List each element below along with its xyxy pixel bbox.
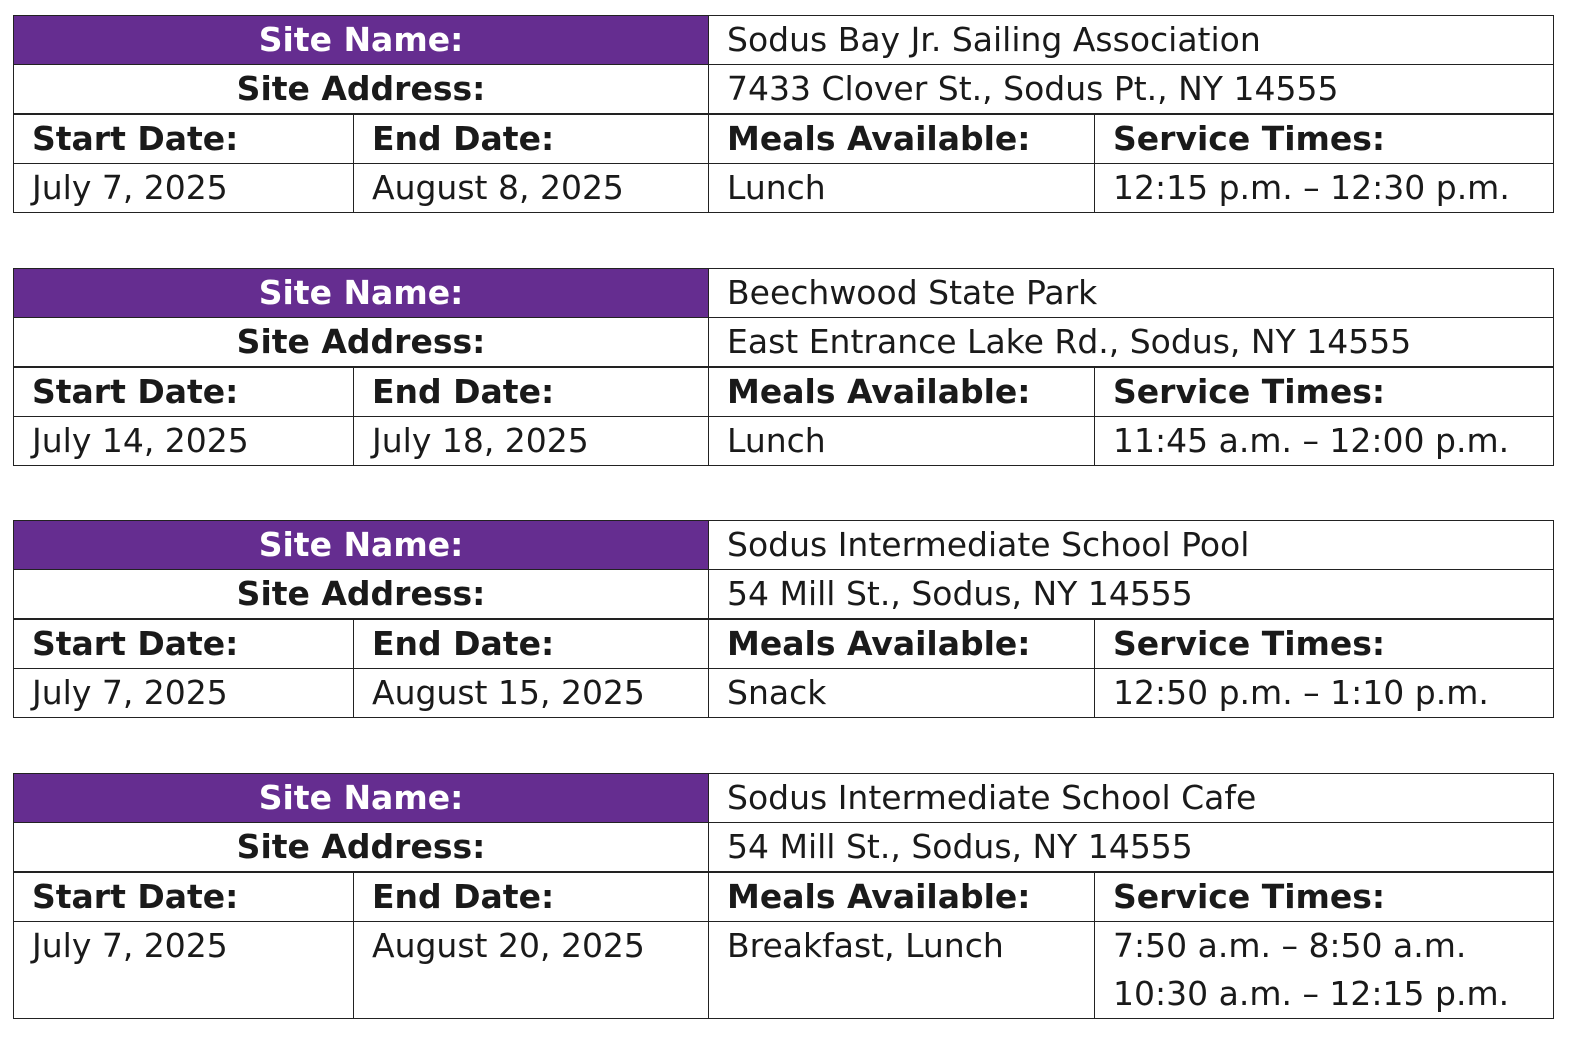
- end-date-label: End Date:: [354, 114, 709, 164]
- schedule-row: [14, 669, 1554, 718]
- schedule-row: [14, 164, 1554, 213]
- service-times-label: Service Times:: [1095, 619, 1554, 669]
- site-name-row: [14, 269, 1554, 318]
- start-date-value: July 7, 2025: [14, 922, 354, 1019]
- site-address-row: [14, 570, 1554, 620]
- schedule-row: [14, 922, 1554, 1019]
- site-name-value: Beechwood State Park: [709, 269, 1554, 318]
- service-times-value: [1095, 922, 1554, 1019]
- column-header-row: [14, 114, 1554, 164]
- column-header-row: [14, 367, 1554, 417]
- site-address-label: Site Address:: [14, 65, 709, 115]
- site-address-row: [14, 318, 1554, 368]
- meals-value: Breakfast, Lunch: [709, 922, 1095, 1019]
- meals-value: Snack: [709, 669, 1095, 718]
- site-name-row: [14, 16, 1554, 65]
- start-date-value: July 7, 2025: [14, 669, 354, 718]
- meals-available-label: Meals Available:: [709, 367, 1095, 417]
- service-times-label: Service Times:: [1095, 872, 1554, 922]
- end-date-label: End Date:: [354, 367, 709, 417]
- schedule-row: [14, 417, 1554, 466]
- site-address-value: East Entrance Lake Rd., Sodus, NY 14555: [709, 318, 1554, 368]
- site-address-label: Site Address:: [14, 570, 709, 620]
- meals-available-label: Meals Available:: [709, 872, 1095, 922]
- site-table-4: [13, 773, 1554, 1019]
- site-name-value: Sodus Intermediate School Pool: [709, 521, 1554, 570]
- start-date-label: Start Date:: [14, 114, 354, 164]
- site-address-value: 7433 Clover St., Sodus Pt., NY 14555: [709, 65, 1554, 115]
- site-table-2: [13, 268, 1554, 466]
- end-date-value: July 18, 2025: [354, 417, 709, 466]
- site-name-label: Site Name:: [14, 269, 709, 318]
- end-date-value: August 8, 2025: [354, 164, 709, 213]
- service-times-label: Service Times:: [1095, 114, 1554, 164]
- column-header-row: [14, 619, 1554, 669]
- service-time-value: 12:50 p.m. – 1:10 p.m.: [1095, 669, 1554, 718]
- site-name-label: Site Name:: [14, 774, 709, 823]
- end-date-value: August 15, 2025: [354, 669, 709, 718]
- site-address-label: Site Address:: [14, 823, 709, 873]
- service-time-value: 12:15 p.m. – 12:30 p.m.: [1095, 164, 1554, 213]
- meals-available-label: Meals Available:: [709, 619, 1095, 669]
- meals-value: Lunch: [709, 417, 1095, 466]
- site-address-label: Site Address:: [14, 318, 709, 368]
- site-name-value: Sodus Intermediate School Cafe: [709, 774, 1554, 823]
- end-date-label: End Date:: [354, 872, 709, 922]
- meals-available-label: Meals Available:: [709, 114, 1095, 164]
- service-times-label: Service Times:: [1095, 367, 1554, 417]
- service-time-line: 7:50 a.m. – 8:50 a.m.: [1113, 926, 1467, 965]
- start-date-value: July 7, 2025: [14, 164, 354, 213]
- site-name-row: [14, 521, 1554, 570]
- start-date-label: Start Date:: [14, 619, 354, 669]
- column-header-row: [14, 872, 1554, 922]
- site-address-value: 54 Mill St., Sodus, NY 14555: [709, 823, 1554, 873]
- service-time-value: 11:45 a.m. – 12:00 p.m.: [1095, 417, 1554, 466]
- site-name-label: Site Name:: [14, 521, 709, 570]
- end-date-value: August 20, 2025: [354, 922, 709, 1019]
- site-table-1: [13, 15, 1554, 213]
- service-time-line: 10:30 a.m. – 12:15 p.m.: [1113, 974, 1510, 1013]
- start-date-label: Start Date:: [14, 872, 354, 922]
- start-date-label: Start Date:: [14, 367, 354, 417]
- meals-value: Lunch: [709, 164, 1095, 213]
- site-table-3: [13, 520, 1554, 718]
- end-date-label: End Date:: [354, 619, 709, 669]
- site-address-row: [14, 823, 1554, 873]
- site-address-value: 54 Mill St., Sodus, NY 14555: [709, 570, 1554, 620]
- site-name-row: [14, 774, 1554, 823]
- site-name-label: Site Name:: [14, 16, 709, 65]
- site-name-value: Sodus Bay Jr. Sailing Association: [709, 16, 1554, 65]
- site-address-row: [14, 65, 1554, 115]
- start-date-value: July 14, 2025: [14, 417, 354, 466]
